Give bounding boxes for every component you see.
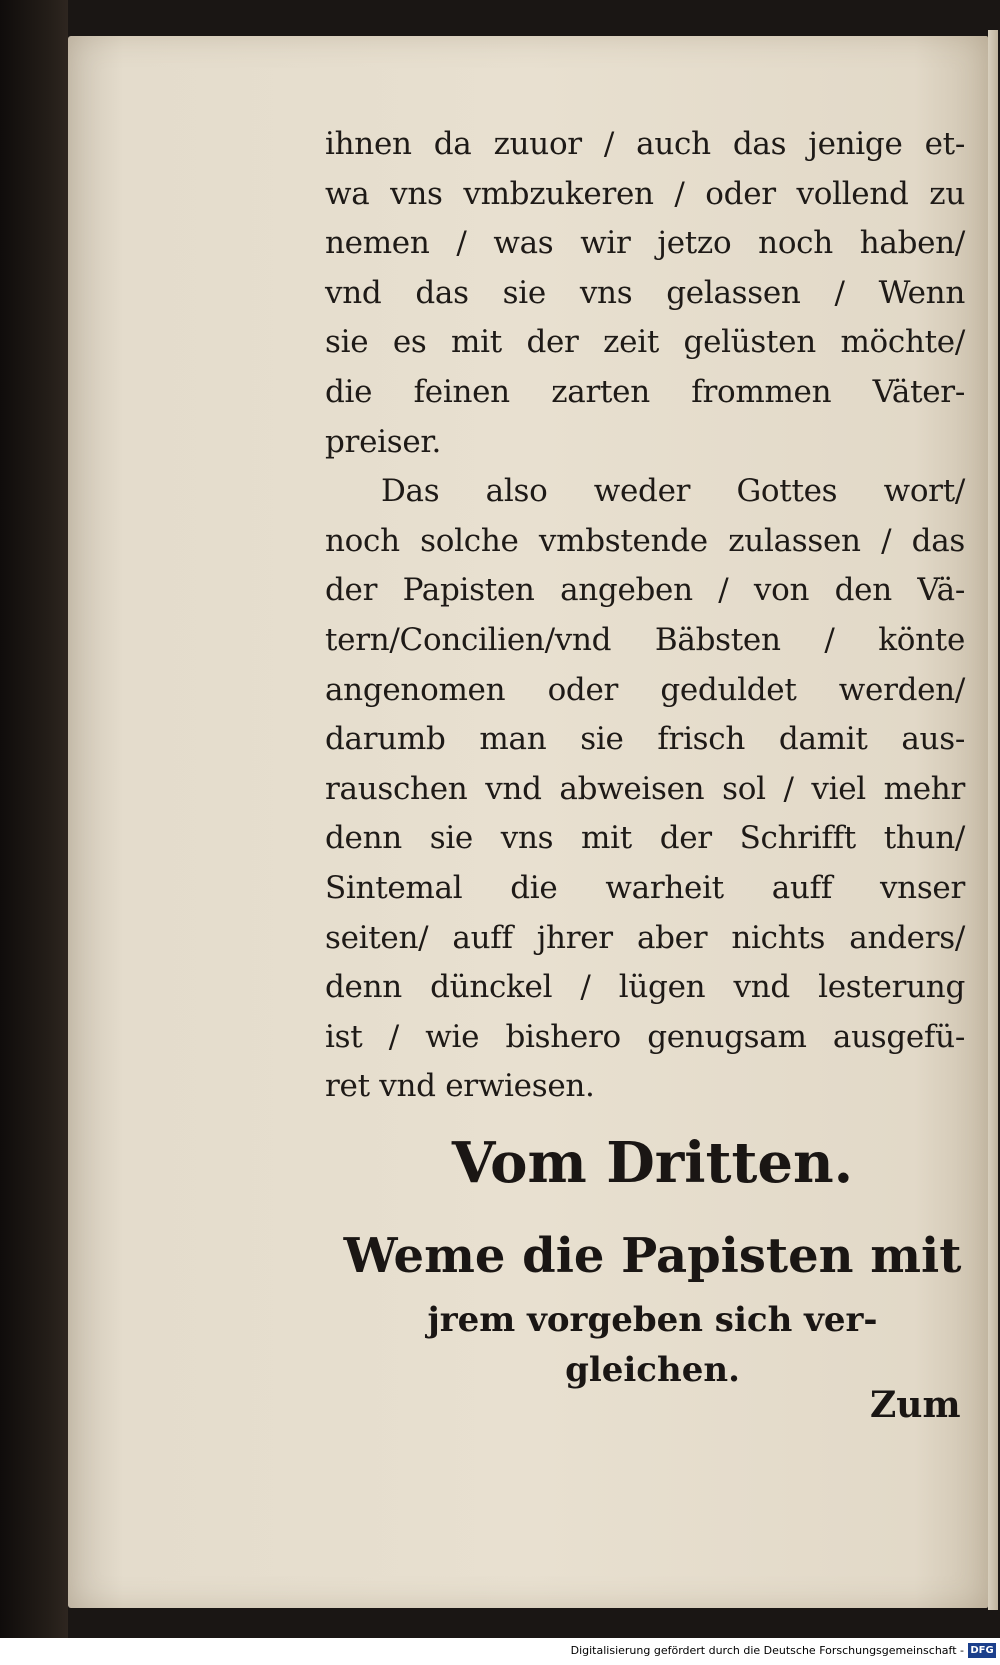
dfg-logo: DFG	[968, 1643, 996, 1658]
text-line: rauschen vnd abweisen sol / viel mehr	[325, 770, 965, 807]
text-line: der Papisten angeben / von den Vä-	[325, 572, 965, 609]
page-edge	[988, 30, 998, 1610]
book-spine	[0, 0, 68, 1638]
text-line: denn sie vns mit der Schrifft thun/	[325, 820, 965, 857]
body-text	[325, 120, 965, 1112]
section-heading: Vom Dritten.	[451, 1130, 854, 1196]
text-line: sie es mit der zeit gelüsten möchte/	[325, 324, 965, 361]
text-line: wa vns vmbzukeren / oder vollend zu	[325, 175, 965, 212]
funding-credit: Digitalisierung gefördert durch die Deutsche Forschungsgemeinschaft -	[570, 1644, 964, 1657]
text-line: Das also weder Gottes wort/	[381, 473, 965, 510]
text-line: Sintemal die warheit auff vnser	[325, 869, 965, 906]
text-line: ret vnd erwiesen.	[325, 1068, 595, 1105]
text-line: ihnen da zuuor / auch das jenige et-	[325, 126, 965, 162]
text-line: angenomen oder geduldet werden/	[325, 671, 965, 708]
text-line: tern/Concilien/vnd Bäbsten / könte	[325, 621, 965, 658]
text-line: vnd das sie vns gelassen / Wenn	[325, 274, 965, 311]
footer-bar	[0, 1638, 1000, 1665]
section-subheading: Weme die Papisten mit	[343, 1228, 962, 1284]
text-line: die feinen zarten frommen Väter-	[325, 373, 965, 410]
section-subheading: jrem vorgeben sich ver-	[427, 1300, 878, 1340]
text-line: ist / wie bishero genugsam ausgefü-	[325, 1018, 965, 1055]
text-line: nemen / was wir jetzo noch haben/	[325, 225, 965, 262]
text-line: denn dünckel / lügen vnd lesterung	[325, 969, 965, 1006]
text-line: preiser.	[325, 423, 442, 460]
catchword: Zum	[870, 1384, 961, 1426]
text-line: darumb man sie frisch damit aus-	[325, 721, 965, 758]
text-line: seiten/ auff jhrer aber nichts anders/	[325, 919, 965, 956]
text-line: noch solche vmbstende zulassen / das	[325, 522, 965, 559]
section-subheading: gleichen.	[565, 1350, 740, 1390]
